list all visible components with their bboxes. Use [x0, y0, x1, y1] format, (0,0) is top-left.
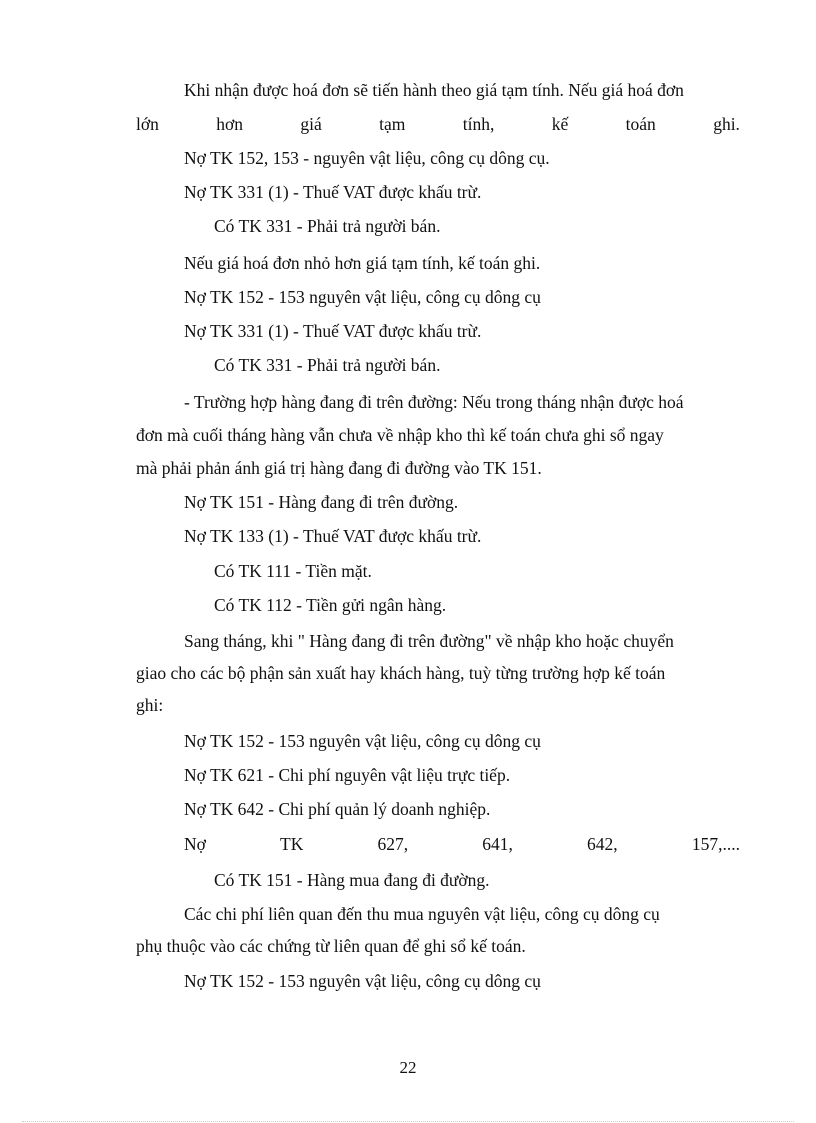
- text-line: Có TK 331 - Phải trả người bán.: [214, 355, 441, 375]
- text-line: mà phải phản ánh giá trị hàng đang đi đường vào TK 151.: [136, 458, 542, 478]
- text-line: Có TK 111 - Tiền mặt.: [214, 561, 372, 581]
- text-line: Nếu giá hoá đơn nhỏ hơn giá tạm tính, kế toán ghi.: [184, 253, 541, 273]
- word: tạm: [379, 114, 406, 134]
- word: tính,: [462, 114, 495, 134]
- text-line: Có TK 331 - Phải trả người bán.: [214, 216, 441, 236]
- text-line: phụ thuộc vào các chứng từ liên quan để ghi sổ kế toán.: [136, 936, 526, 956]
- word: 157,....: [691, 834, 740, 854]
- text-line: Sang tháng, khi " Hàng đang đi trên đường" về nhập kho hoặc chuyển: [184, 631, 674, 651]
- page-number: 22: [399, 1058, 417, 1077]
- word: toán: [625, 114, 656, 134]
- text-line: Nợ TK 331 (1) - Thuế VAT được khấu trừ.: [184, 182, 482, 202]
- text-line: Nợ TK 621 - Chi phí nguyên vật liệu trực tiếp.: [184, 765, 511, 785]
- text-line: Nợ TK 152 - 153 nguyên vật liệu, công cụ dông cụ: [184, 971, 541, 991]
- word: hơn: [216, 114, 244, 134]
- text-line: Có TK 112 - Tiền gửi ngân hàng.: [214, 595, 447, 615]
- text-line: Nợ TK 133 (1) - Thuế VAT được khấu trừ.: [184, 526, 482, 546]
- word: kế: [551, 114, 569, 134]
- text-line: - Trường hợp hàng đang đi trên đường: Nếu trong tháng nhận được hoá: [184, 392, 684, 412]
- text-line: Có TK 151 - Hàng mua đang đi đường.: [214, 870, 490, 890]
- justified-text-line: [136, 113, 740, 135]
- word: TK: [280, 834, 304, 854]
- text-line: đơn mà cuối tháng hàng vẫn chưa về nhập kho thì kế toán chưa ghi sổ ngay: [136, 425, 664, 445]
- text-line: Nợ TK 152 - 153 nguyên vật liệu, công cụ dông cụ: [184, 287, 541, 307]
- word: 641,: [482, 834, 513, 854]
- word: Nợ: [184, 834, 206, 854]
- text-line: ghi:: [136, 695, 164, 715]
- text-line: Nợ TK 151 - Hàng đang đi trên đường.: [184, 492, 459, 512]
- word: 642,: [587, 834, 618, 854]
- text-line: Nợ TK 642 - Chi phí quản lý doanh nghiệp.: [184, 799, 491, 819]
- text-line: Nợ TK 152 - 153 nguyên vật liệu, công cụ dông cụ: [184, 731, 541, 751]
- text-line: giao cho các bộ phận sản xuất hay khách hàng, tuỳ từng trường hợp kế toán: [136, 663, 666, 683]
- word: 627,: [377, 834, 409, 854]
- text-line: Nợ TK 152, 153 - nguyên vật liệu, công cụ dông cụ.: [184, 148, 550, 168]
- page-divider: [22, 1121, 794, 1122]
- text-line: Khi nhận được hoá đơn sẽ tiến hành theo giá tạm tính. Nếu giá hoá đơn: [184, 80, 684, 100]
- justified-text-line: [184, 833, 740, 855]
- text-line: Các chi phí liên quan đến thu mua nguyên vật liệu, công cụ dông cụ: [184, 904, 660, 924]
- word: ghi.: [713, 114, 740, 134]
- word: giá: [300, 114, 322, 134]
- text-line: Nợ TK 331 (1) - Thuế VAT được khấu trừ.: [184, 321, 482, 341]
- word: lớn: [136, 114, 159, 134]
